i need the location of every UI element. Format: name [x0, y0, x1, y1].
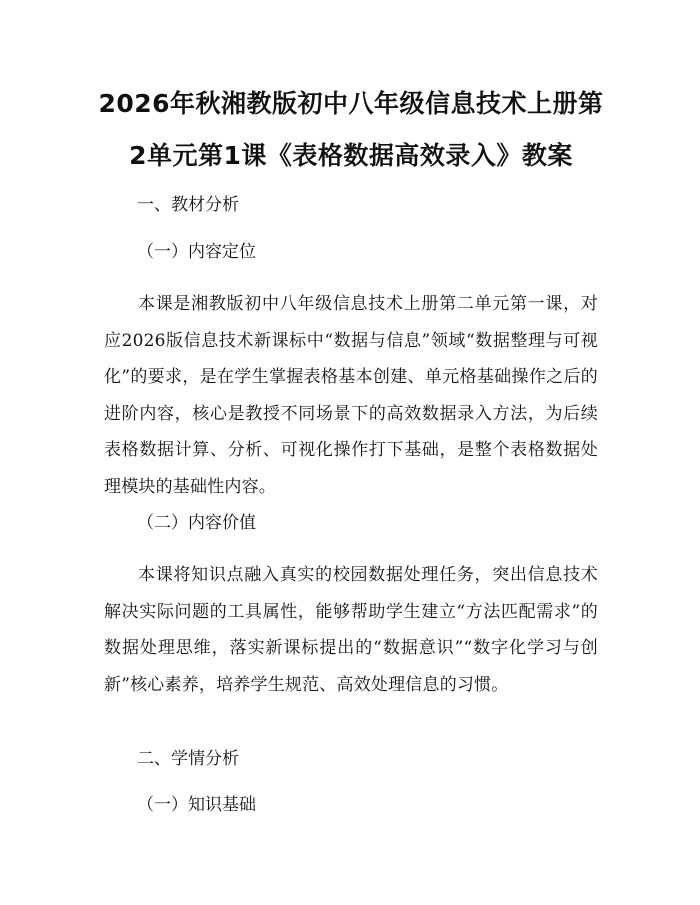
- subheading-content-value: （二）内容价值: [137, 513, 256, 533]
- paragraph-content-positioning: 本课是湘教版初中八年级信息技术上册第二单元第一课，对应2026版信息技术新课标中“数据与信息”领域“数据整理与可视化”的要求，是在学生掌握表格基本创建、单元格基础操作之后的进阶内容，核心是教授不同场景下的高效数据录入方法，为后续表格数据计算、分析、可视化操作打下基础，是整个表格数据处理模块的基础性内容。: [104, 294, 598, 497]
- paragraph-content-value: 本课将知识点融入真实的校园数据处理任务，突出信息技术解决实际问题的工具属性，能够帮助学生建立“方法匹配需求”的数据处理思维，落实新课标提出的“数据意识”“数字化学习与创新”核心素养，培养学生规范、高效处理信息的习惯。: [104, 565, 598, 695]
- title-line-2: 2单元第1课《表格数据高效录入》教案: [129, 141, 573, 170]
- title-line-1: 2026年秋湘教版初中八年级信息技术上册第: [98, 89, 604, 118]
- document-title: [96, 78, 606, 182]
- subheading-knowledge-foundation: （一）知识基础: [137, 795, 256, 815]
- section-heading-learner-analysis: 二、学情分析: [137, 749, 239, 769]
- section-heading-textbook-analysis: 一、教材分析: [137, 195, 239, 215]
- subheading-content-positioning: （一）内容定位: [137, 242, 256, 262]
